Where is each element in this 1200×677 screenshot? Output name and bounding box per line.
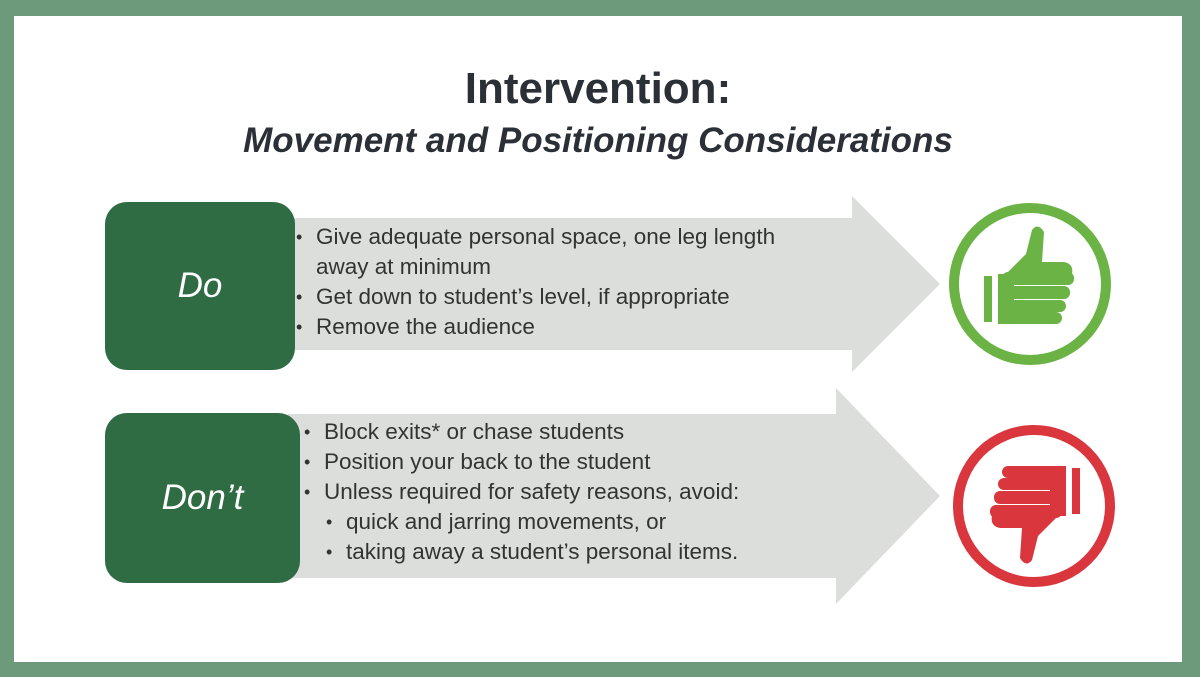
list-item: • Remove the audience (292, 312, 832, 342)
list-item: • Give adequate personal space, one leg length away at minimum (292, 222, 832, 282)
sub-list-item: • taking away a student’s personal items. (300, 537, 860, 567)
dont-label: Don’t (105, 413, 300, 583)
list-item: • Position your back to the student (300, 447, 860, 477)
thumbs-down-icon (950, 422, 1118, 590)
list-item: • Block exits* or chase students (300, 417, 860, 447)
list-item: • Get down to student’s level, if appropriate (292, 282, 832, 312)
page-title: Intervention: (464, 64, 732, 113)
do-bullet-list (292, 222, 832, 342)
page-subtitle: Movement and Positioning Considerations (243, 121, 953, 160)
sub-list-item: • quick and jarring movements, or (300, 507, 860, 537)
do-label: Do (105, 202, 295, 370)
list-item: • Unless required for safety reasons, avoid: (300, 477, 860, 507)
dont-bullet-list (300, 417, 860, 567)
thumbs-up-icon (946, 200, 1114, 368)
